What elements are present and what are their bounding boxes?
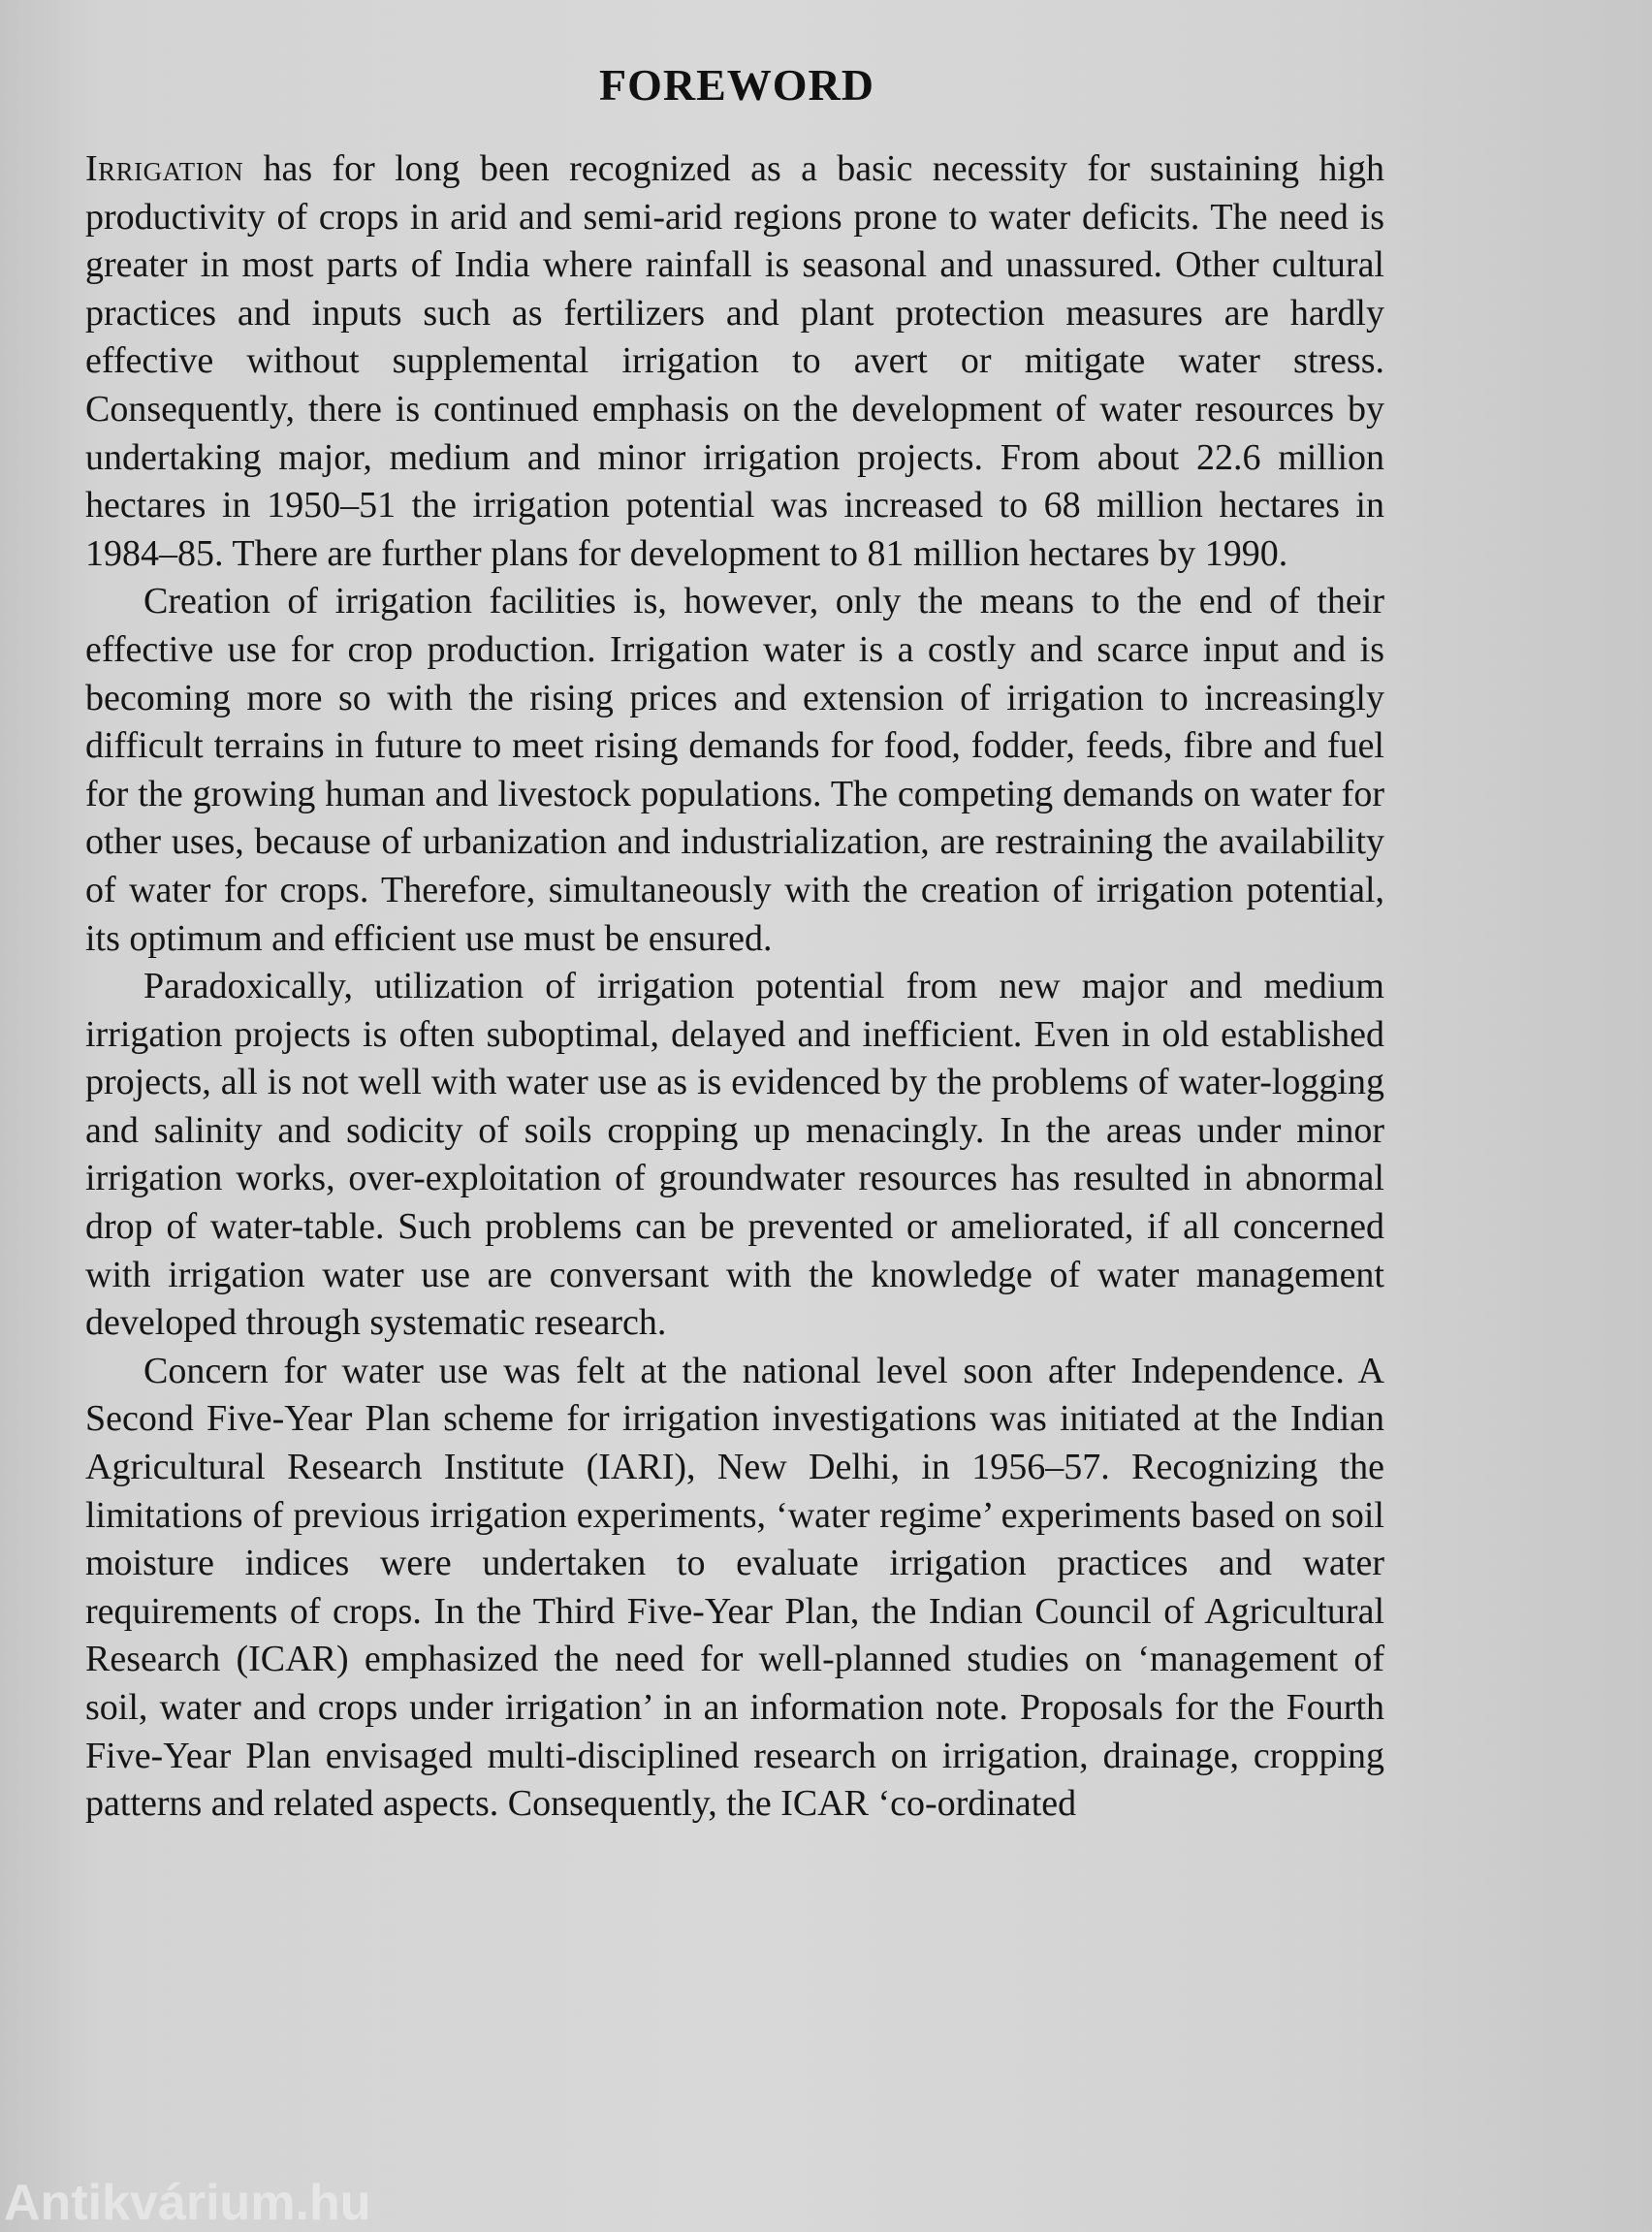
- page-title: FOREWORD: [599, 59, 874, 110]
- paragraph-3: Paradoxically, utilization of irrigation potential from new major and medium irrigation projects is often suboptimal, delayed and inefficient. Even in old established projects, all is not well with water use as is evidenced by the problems of water-logging and salinity and sodicity of soils cropping up menacingly. In the areas under minor irrigation works, over-exploitation of groundwater resources has resulted in abnormal drop of water-table. Such problems can be prevented or ameliorated, if all concerned with irrigation water use are conversant with the knowledge of water management developed through systematic research.: [85, 966, 1384, 1344]
- watermark: Antikvárium.hu: [4, 2175, 371, 2231]
- paragraph-1: [85, 145, 1384, 578]
- foreword-body: [85, 145, 1384, 1829]
- lead-word: Irrigation: [85, 148, 244, 189]
- paragraph-text: has for long been recognized as a basic necessity for sustaining high productivity of crops in arid and semi-arid regions prone to water deficits. The need is greater in most parts of India where rainfall is seasonal and unassured. Other cultural practices and inputs such as fertilizers and plant protection measures are hardly effective without supplemental irrigation to avert or mitigate water stress. Consequently, there is continued emphasis on the development of water resources by undertaking major, medium and minor irrigation projects. From about 22.6 million hectares in 1950–51 the irrigation potential was increased to 68 million hectares in 1984–85. There are further plans for development to 81 million hectares by 1990.: [85, 148, 1384, 574]
- paragraph-4: Concern for water use was felt at the national level soon after Independence. A Second Five-Year Plan scheme for irrigation investigations was initiated at the Indian Agricultural Research Institute (IARI), New Delhi, in 1956–57. Recognizing the limitations of previous irrigation experiments, ‘water regime’ experiments based on soil moisture indices were undertaken to evaluate irrigation practices and water requirements of crops. In the Third Five-Year Plan, the Indian Council of Agricultural Research (ICAR) emphasized the need for well-planned studies on ‘management of soil, water and crops under irrigation’ in an information note. Proposals for the Fourth Five-Year Plan envisaged multi-disciplined research on irrigation, drainage, cropping patterns and related aspects. Consequently, the ICAR ‘co-ordinated: [85, 1350, 1384, 1825]
- paragraph-2: Creation of irrigation facilities is, however, only the means to the end of their effective use for crop production. Irrigation water is a costly and scarce input and is becoming more so with the rising prices and extension of irrigation to increasingly difficult terrains in future to meet rising demands for food, fodder, feeds, fibre and fuel for the growing human and livestock populations. The competing demands on water for other uses, because of urbanization and industrialization, are restraining the availability of water for crops. Therefore, simultaneously with the creation of irrigation potential, its optimum and efficient use must be ensured.: [85, 581, 1384, 959]
